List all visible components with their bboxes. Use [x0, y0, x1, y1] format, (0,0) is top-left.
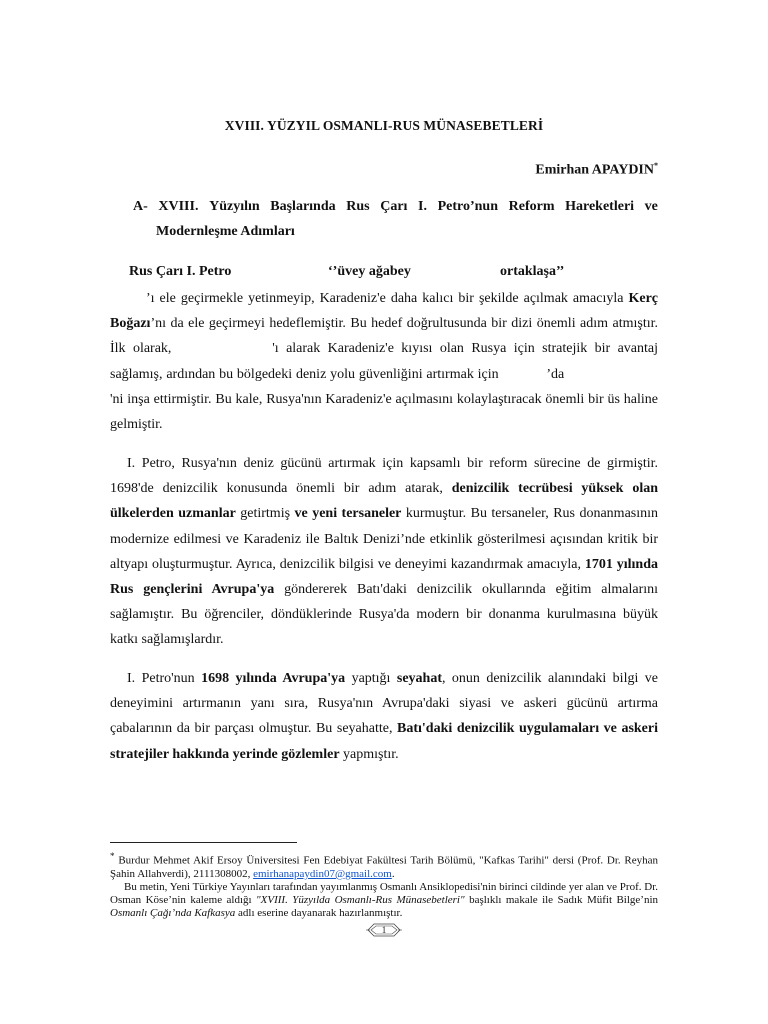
bold-run: 1698 yılında Avrupa'ya	[201, 671, 346, 686]
heading-word: Çarı	[380, 199, 408, 214]
text-run: I. Petro, Rusya'nın deniz gücünü artırmak için kapsamlı bir reform sürecine de girmiştir. 1698'de denizcilik konusunda önemli bir adım atarak,	[110, 456, 658, 497]
text-run: 'ı alarak Karadeniz'e kıyısı olan Rusya için stratejik bir avantaj sağlamış, ardından bu bölgedeki deniz yolu güvenliğini artırmak için	[110, 341, 659, 382]
bold-run: 1701 yılında Rus gençlerini Avrupa'ya	[110, 556, 659, 598]
text-run: göndererek Batı'daki denizcilik okullarında eğitim almalarını sağlamıştır. Bu öğrenciler, döndüklerinde Rusya'da modern bir donanma kurulmasına büyük katkı sağlamışlardır.	[110, 582, 659, 648]
paragraph-2	[110, 451, 658, 653]
text-run: 'ni inşa ettirmiştir. Bu kale, Rusya'nın Karadeniz'e açılmasını kolaylaştıracak önemli bir üs haline gelmiştir.	[110, 391, 658, 433]
footnote-text: Burdur Mehmet Akif Ersoy Üniversitesi Fen Edebiyat Fakültesi Tarih Bölümü, "Kafkas Tarihi" dersi (Prof. Dr. Reyhan Şahin Allahverdi), 2111308002,	[110, 854, 659, 880]
heading-word: XVIII.	[158, 199, 199, 214]
heading-word: Başlarında	[270, 199, 336, 214]
page-number-ornament	[366, 919, 402, 941]
footnote-italic: "XVIII. Yüzyılda Osmanlı-Rus Münasebetleri"	[256, 894, 465, 907]
footnote-marker: *	[110, 851, 115, 861]
text-run: yapmıştır.	[343, 746, 399, 762]
author-name	[535, 161, 658, 179]
lead-fragment: ‘’üvey ağabey	[328, 264, 411, 279]
heading-word: ve	[644, 199, 658, 214]
lead-fragment: Rus Çarı I. Petro	[129, 264, 232, 279]
bold-run: seyahat	[396, 671, 442, 686]
heading-word: Reform	[508, 199, 555, 214]
email-link[interactable]: emirhanapaydin07@gmail.com	[253, 867, 392, 880]
section-heading	[133, 199, 658, 240]
text-run: ’ı ele geçirmekle yetinmeyip, Karadeniz'e daha kalıcı bir şekilde açılmak amacıyla	[146, 291, 624, 306]
paragraph-1	[110, 286, 658, 437]
text-run: yaptığı	[351, 671, 391, 686]
section-heading-line1	[133, 199, 658, 215]
section-label: A-	[133, 199, 148, 214]
document-title: XVIII. YÜZYIL OSMANLI-RUS MÜNASEBETLERİ	[224, 118, 544, 133]
text-run: I. Petro'nun	[127, 671, 195, 686]
lead-fragment: ortaklaşa’’	[500, 264, 565, 279]
bold-run: denizcilik tecrübesi yüksek olan ülkelerden uzmanlar	[110, 481, 658, 522]
text-run: , onun denizcilik alanındaki bilgi ve deneyimini artırmanın yanı sıra, Rusya'nın Avrupa'daki siyasi ve askeri gücünü artırma çabalarının da bir parçası olmuştur. Bu seyahatte,	[110, 671, 658, 737]
text-run: getirtmiş	[240, 506, 291, 522]
heading-word: Yüzyılın	[209, 199, 260, 214]
footnote-marker[interactable]: *	[654, 161, 658, 170]
heading-word: Rus	[346, 199, 370, 214]
footnote-text: adlı eserine dayanarak hazırlanmıştır.	[238, 907, 403, 920]
bold-run: Batı'daki denizcilik uygulamaları ve askeri stratejiler hakkında yerinde gözlemler	[110, 721, 658, 762]
footnote-separator	[110, 842, 297, 843]
footnote-text: .	[391, 867, 395, 880]
bold-run: ve yeni tersaneler	[294, 506, 402, 522]
heading-word: Petro’nun	[437, 199, 499, 214]
footnote-text: Bu metin, Yeni Türkiye Yayınları tarafından yayımlanmış Osmanlı Ansiklopedisi'nin birinci cildinde yer alan ve Prof. Dr. Osman Köse’nin kaleme aldığı	[110, 881, 658, 907]
section-heading-line2: Modernleşme Adımları	[156, 224, 295, 239]
text-run: ’nı da ele geçirmeyi hedeflemiştir. Bu hedef doğrultusunda bir dizi önemli adım atmıştır. İlk olarak,	[110, 316, 658, 357]
ornament-icon	[366, 919, 402, 941]
text-run: ’da	[546, 366, 565, 382]
paragraph-3	[110, 666, 658, 767]
page-number: 1	[381, 925, 387, 935]
author-name-text: Emirhan APAYDIN	[535, 162, 654, 178]
bold-run: Kerç Boğazı	[110, 291, 658, 332]
text-run: kurmuştur. Bu tersaneler, Rus donanmasının modernize edilmesi ve Karadeniz ile Baltık Denizi’nde etkinlik gösterilmesi açısından kritik bir altyapı oluşturmuştur. Ayrıca, denizcilik bilgisi ve deneyimi kazandırmak amacıyla,	[110, 506, 659, 572]
heading-word: Hareketleri	[565, 199, 635, 214]
footnote-text: başlıklı makale ile Sadık Müfit Bilge’nin	[469, 894, 659, 907]
footnote-italic: Osmanlı Çağı’nda Kafkasya	[110, 907, 236, 920]
heading-word: I.	[418, 199, 427, 214]
footnote	[110, 850, 658, 921]
